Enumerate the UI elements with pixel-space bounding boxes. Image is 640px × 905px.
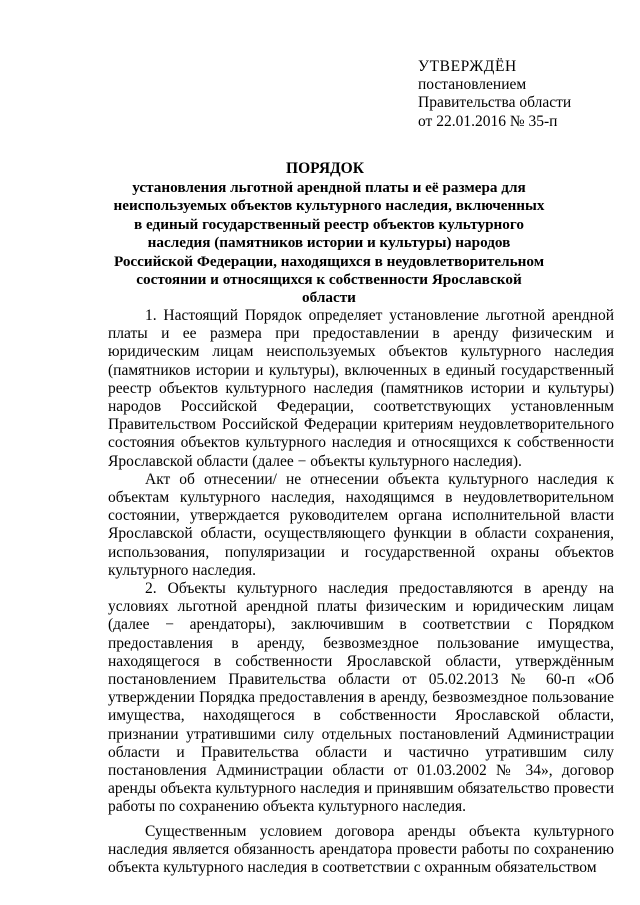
- document-subtitle: установления льготной арендной платы и её размера для неиспользуемых объектов культурного наследия, включенных в единый государственный реестр объектов культурного наследия (памятников истории и культуры) народов Российской Федерации, находящихся в неудовлетворительном состоянии и относящихся к собственности Ярославской области: [113, 179, 545, 307]
- paragraph: Существенным условием договора аренды объекта культурного наследия является обязанность арендатора провести работы по сохранению объекта культурного наследия в соответствии с охранным обязательством: [108, 822, 614, 877]
- paragraph: 2. Объекты культурного наследия предоставляются в аренду на условиях льготной арендной платы физическим и юридическим лицам (далее − арендаторы), заключившим в соответствии с Порядком предоставления в аренду, безвозмездное пользование имущества, находящегося в собственности Ярославской области, утверждённым постановлением Правительства области от 05.02.2013 № 60-п «Об утверждении Порядка предоставления в аренду, безвозмездное пользование имущества, находящегося в собственности Ярославской области, признании утратившими силу отдельных постановлений Администрации области и Правительства области и частично утратившим силу постановления Администрации области от 01.03.2002 № 34», договор аренды объекта культурного наследия и принявшим обязательство провести работы по сохранению объекта культурного наследия.: [108, 580, 614, 816]
- paragraph: 1. Настоящий Порядок определяет установление льготной арендной платы и ее размера при предоставлении в аренду физическим и юридическим лицам неиспользуемых объектов культурного наследия (памятников истории и культуры), включенных в единый государственный реестр объектов культурного наследия (памятников истории и культуры) народов Российской Федерации, соответствующих установленным Правительством Российской Федерации критериям неудовлетворительного состояния объектов культурного наследия и относящихся к собственности Ярославской области (далее − объекты культурного наследия).: [108, 307, 614, 470]
- approval-heading: УТВЕРЖДЁН: [418, 58, 517, 75]
- approval-line: от 22.01.2016 № 35-п: [418, 112, 558, 130]
- document-title: ПОРЯДОК: [286, 160, 364, 177]
- approval-line: постановлением: [418, 76, 527, 94]
- paragraph: Акт об отнесении/ не отнесении объекта культурного наследия к объектам культурного наследия, находящимся в неудовлетворительном состоянии, утверждается руководителем органа исполнительной власти Ярославской области, осуществляющего функции в области сохранения, использования, популяризации и государственной охраны объектов культурного наследия.: [108, 470, 614, 579]
- approval-stamp: [418, 58, 628, 131]
- document-body: [108, 307, 614, 877]
- approval-line: Правительства области: [418, 94, 572, 112]
